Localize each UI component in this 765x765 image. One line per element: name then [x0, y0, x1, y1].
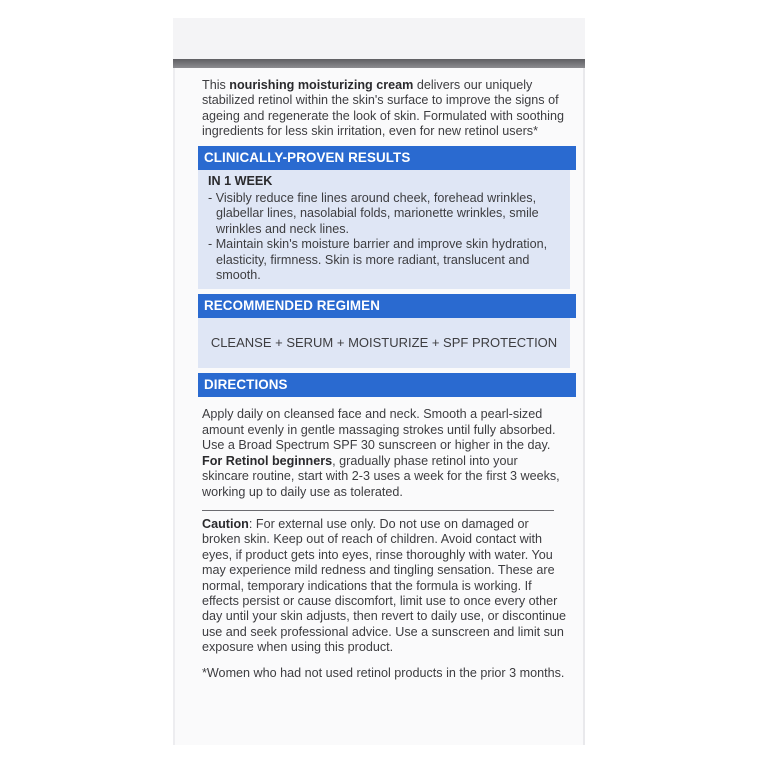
caution-label: Caution	[202, 516, 249, 531]
box-lid-edge	[173, 59, 585, 68]
caution-text: Caution: For external use only. Do not use on damaged or broken skin. Keep out of reach of children. Avoid contact with eyes, if product gets into eyes, rinse thoroughly with water. You may experience mild redness and tingling sensation. These are normal, temporary indications that the formula is working. If effects persist or cause discomfort, limit use to once every other day until your skin adjusts, then revert to daily use, or discontinue use and seek professional advice. Use a sunscreen and limit sun exposure when using this product.	[202, 516, 567, 655]
directions-text: Apply daily on cleansed face and neck. Smooth a pearl-sized amount evenly in gentle massaging strokes until fully absorbed. Use a Broad Spectrum SPF 30 sunscreen or higher in the day. For Retinol beginners, gradually phase retinol into your skincare routine, start with 2-3 uses a week for the first 3 weeks, working up to daily use as tolerated.	[202, 407, 560, 499]
regimen-text: CLEANSE + SERUM + MOISTURIZE + SPF PROTECTION	[198, 318, 570, 368]
results-panel	[198, 170, 570, 290]
footnote: *Women who had not used retinol products in the prior 3 months.	[202, 665, 565, 680]
results-subheading: IN 1 WEEK	[208, 173, 273, 188]
regimen-heading: RECOMMENDED REGIMEN	[198, 294, 576, 318]
results-heading: CLINICALLY-PROVEN RESULTS	[198, 146, 576, 170]
results-list	[208, 191, 562, 283]
intro-product-name: nourishing moisturizing cream	[229, 78, 414, 92]
list-item: - Visibly reduce fine lines around cheek, forehead wrinkles, glabellar lines, nasolabial folds, marionette wrinkles, smile wrinkles and neck lines.	[208, 191, 539, 236]
box-lid	[173, 18, 585, 60]
box-back-label	[202, 78, 570, 681]
intro-text: This nourishing moisturizing cream delivers our uniquely stabilized retinol within the skin's surface to improve the signs of ageing and regenerate the look of skin. Formulated with soothing ingredients for less skin irritation, even for new retinol users*	[202, 78, 564, 139]
beginners-label: For Retinol beginners	[202, 453, 333, 468]
divider	[202, 510, 554, 511]
list-item: - Maintain skin's moisture barrier and improve skin hydration, elasticity, firmness. Skin is more radiant, translucent and smooth.	[208, 237, 548, 283]
directions-heading: DIRECTIONS	[198, 373, 576, 397]
